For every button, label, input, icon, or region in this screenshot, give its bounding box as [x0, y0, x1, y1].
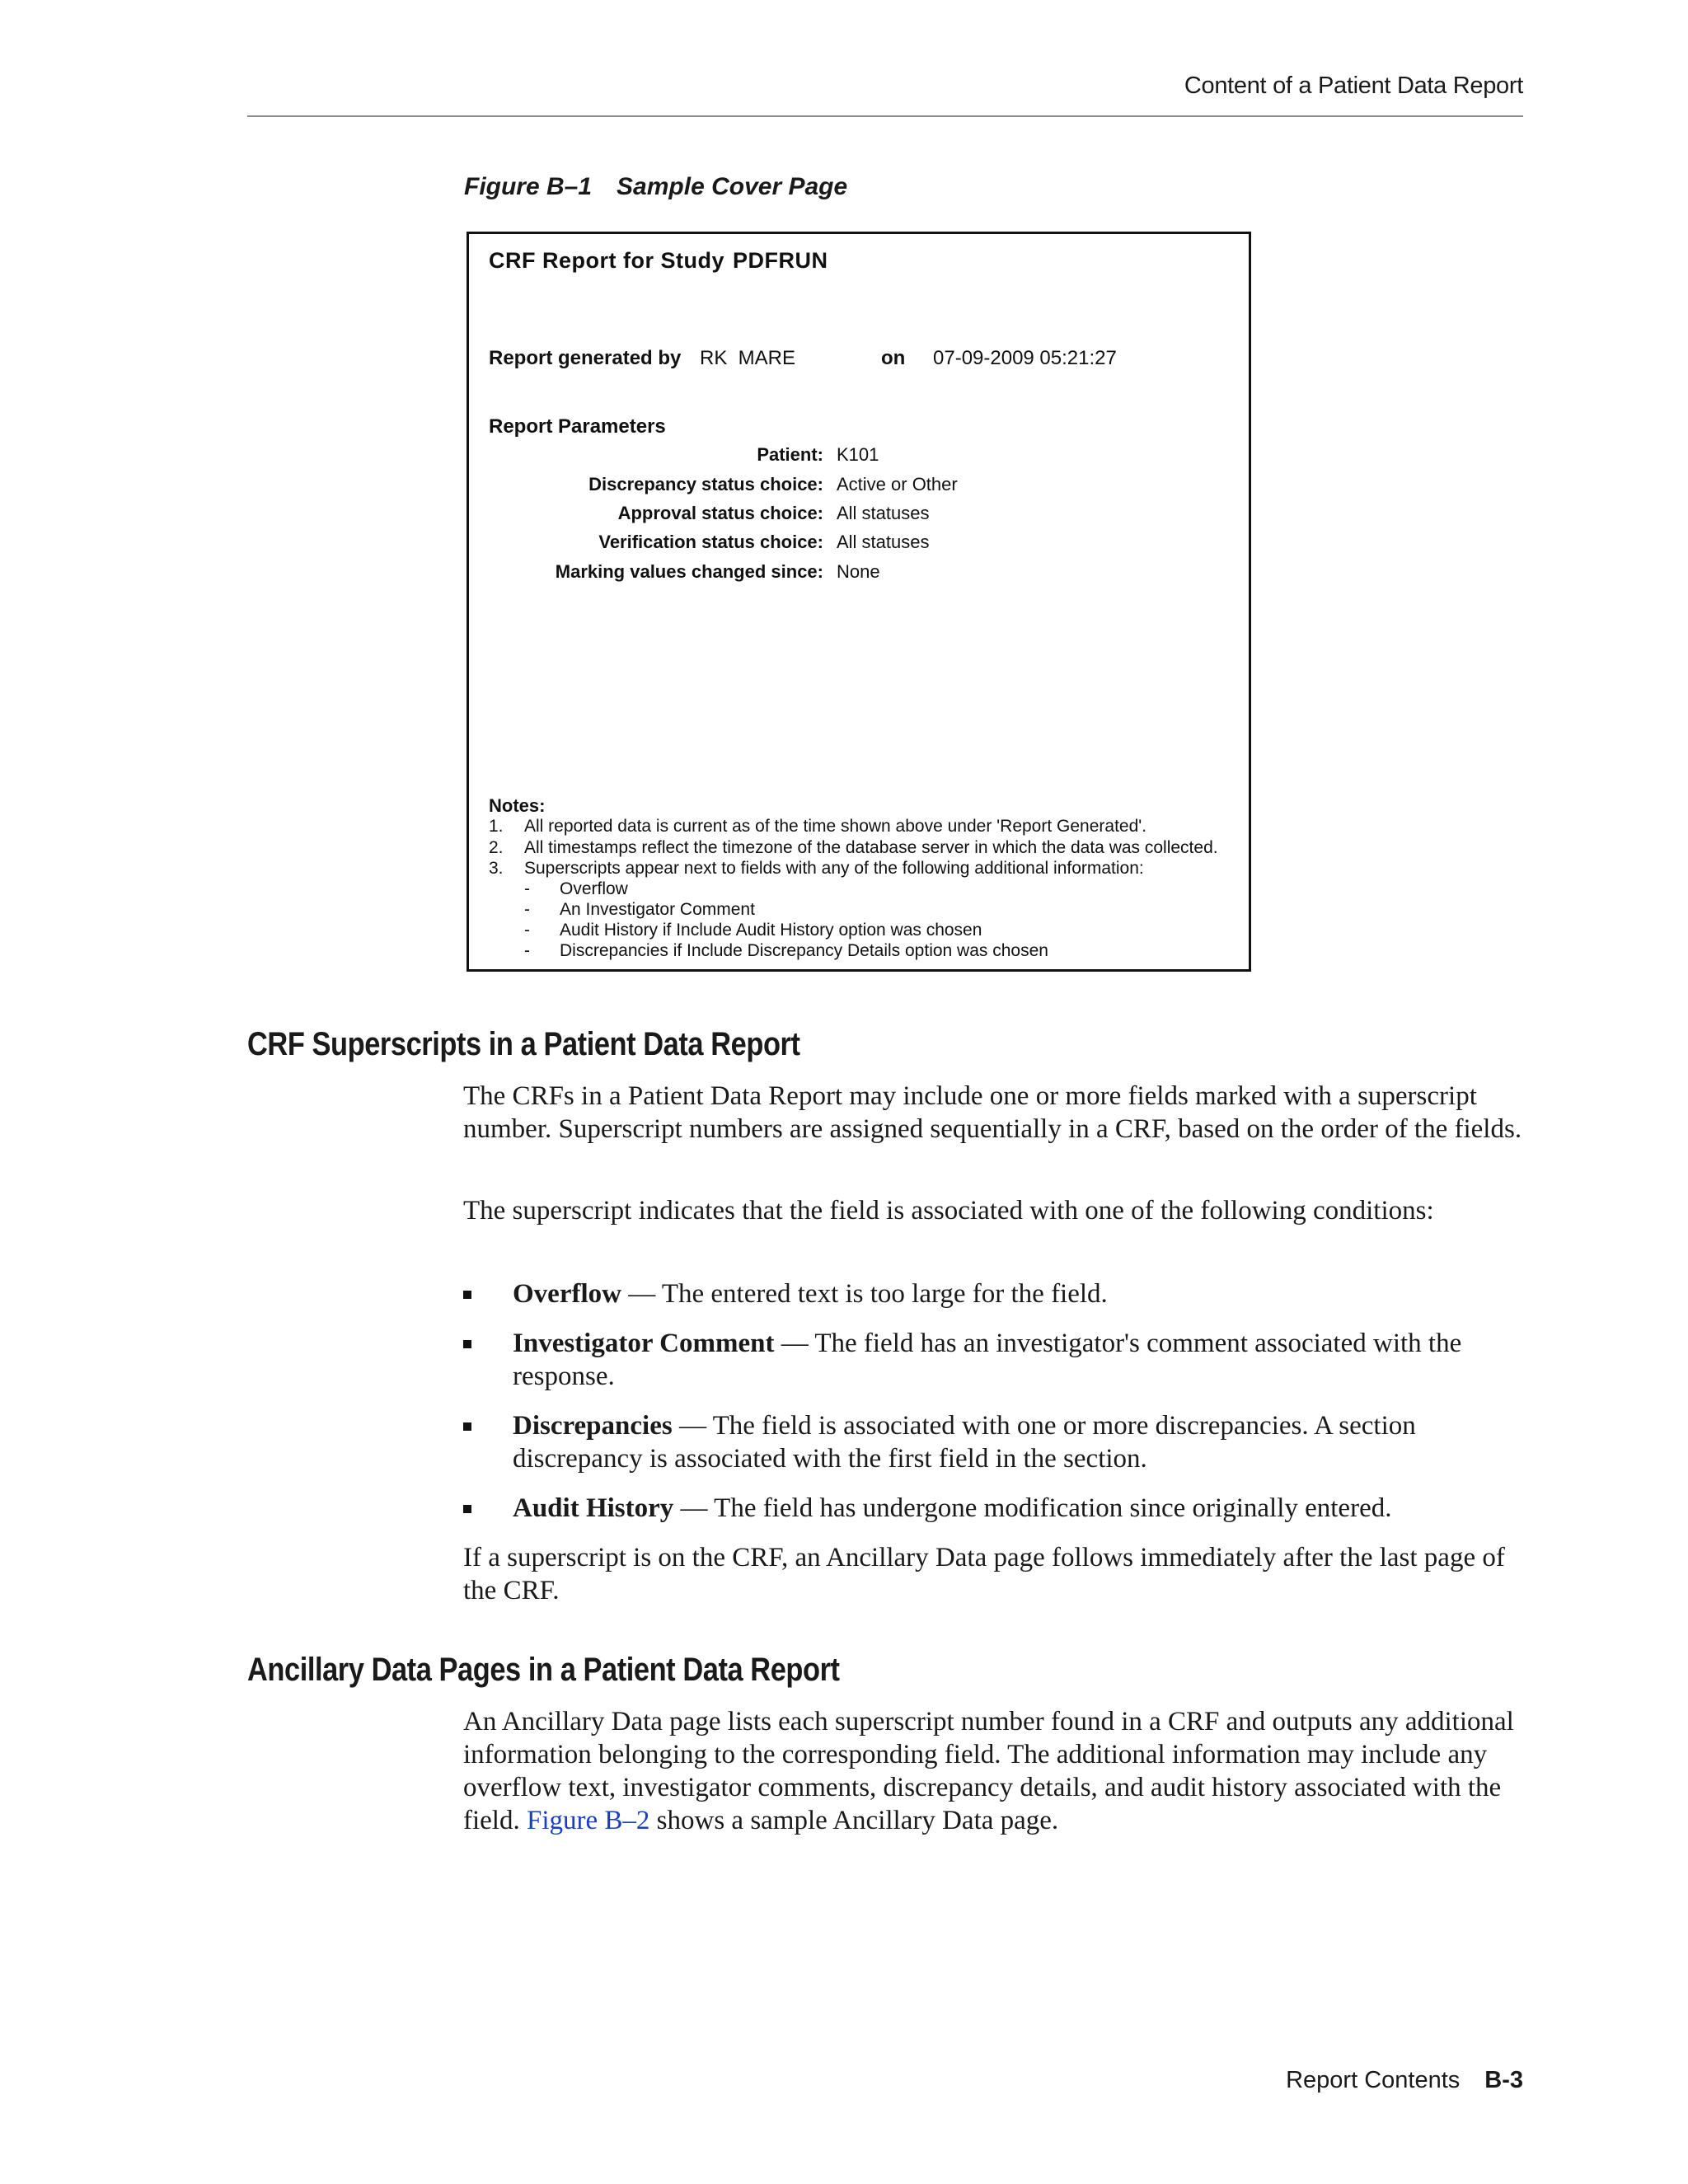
- sub-note-dash: -: [524, 879, 530, 898]
- list-item-text: — The field is associated with one or more discrepancies. A section discrepancy is associated with the first field in the section.: [513, 1411, 1416, 1474]
- note-number: 2.: [489, 838, 504, 857]
- body-paragraph: The superscript indicates that the field is associated with one of the following conditions:: [463, 1196, 1434, 1226]
- note-text: Superscripts appear next to fields with any of the following additional information:: [524, 859, 1144, 878]
- generated-on-label: on: [881, 347, 906, 369]
- paragraph-text: An Ancillary Data page lists each superscript number found in a CRF and outputs any additional information belonging to the corresponding field. The additional information may include any overflow text, investigator comments, discrepancy details, and audit history associated with the field.: [463, 1707, 1514, 1835]
- report-title: [489, 248, 828, 274]
- section-heading-ancillary-data: Ancillary Data Pages in a Patient Data Report: [247, 1652, 840, 1688]
- list-item-term: Overflow: [513, 1279, 621, 1309]
- figure-number: Figure B–1: [464, 173, 593, 200]
- sub-note-dash: -: [524, 921, 530, 940]
- list-item-term: Discrepancies: [513, 1411, 673, 1441]
- note-text: All reported data is current as of the time shown above under 'Report Generated'.: [524, 817, 1147, 836]
- list-item-term: Investigator Comment: [513, 1329, 775, 1358]
- page-footer: [1286, 2067, 1523, 2094]
- param-label: Approval status choice:: [617, 503, 823, 523]
- param-value: K101: [837, 444, 879, 465]
- study-name: PDFRUN: [733, 248, 828, 273]
- figure-b2-link[interactable]: Figure B–2: [526, 1806, 650, 1835]
- bullet-icon: [463, 1340, 471, 1348]
- bullet-icon: [463, 1291, 471, 1299]
- list-item-text: — The field has an investigator's comment associated with the response.: [513, 1329, 1462, 1391]
- page-number: B-3: [1484, 2067, 1523, 2093]
- notes-heading: Notes:: [489, 795, 546, 816]
- paragraph-text: shows a sample Ancillary Data page.: [649, 1806, 1059, 1835]
- sample-cover-page-figure: [467, 232, 1251, 972]
- report-title-label: CRF Report for Study: [489, 248, 724, 273]
- note-number: 3.: [489, 859, 504, 878]
- header-rule: [247, 115, 1523, 117]
- sub-note-text: An Investigator Comment: [560, 900, 755, 919]
- param-value: None: [837, 561, 880, 582]
- body-paragraph: If a superscript is on the CRF, an Ancillary Data page follows immediately after the last page of the CRF.: [463, 1543, 1505, 1605]
- footer-section-label: Report Contents: [1286, 2067, 1461, 2093]
- param-value: Active or Other: [837, 474, 958, 494]
- param-value: All statuses: [837, 532, 930, 552]
- body-paragraph: [463, 1705, 1526, 1837]
- report-parameters-heading: Report Parameters: [489, 415, 666, 438]
- param-label: Marking values changed since:: [555, 561, 823, 582]
- generated-by-user: RK MARE: [700, 347, 796, 369]
- param-label: Verification status choice:: [598, 532, 823, 552]
- figure-title: Sample Cover Page: [617, 173, 848, 200]
- sub-note-text: Audit History if Include Audit History option was chosen: [560, 921, 982, 940]
- body-paragraph: The CRFs in a Patient Data Report may include one or more fields marked with a superscript number. Superscript numbers are assigned sequentially in a CRF, based on the order of the fields.: [463, 1081, 1522, 1144]
- sub-note-dash: -: [524, 900, 530, 919]
- bullet-icon: [463, 1422, 471, 1431]
- param-label: Patient:: [757, 444, 823, 465]
- list-item-text: — The field has undergone modification since originally entered.: [673, 1493, 1392, 1523]
- section-heading-crf-superscripts: CRF Superscripts in a Patient Data Report: [247, 1026, 800, 1062]
- param-label: Discrepancy status choice:: [588, 474, 823, 494]
- note-text: All timestamps reflect the timezone of the database server in which the data was collected.: [524, 838, 1218, 857]
- list-item-text: — The entered text is too large for the field.: [621, 1279, 1108, 1309]
- param-value: All statuses: [837, 503, 930, 523]
- generated-on-date: 07-09-2009 05:21:27: [933, 347, 1117, 369]
- list-item-term: Audit History: [513, 1493, 674, 1523]
- note-number: 1.: [489, 817, 504, 836]
- running-header: Content of a Patient Data Report: [1184, 73, 1523, 99]
- figure-caption: [464, 173, 847, 201]
- sub-note-dash: -: [524, 941, 530, 960]
- bullet-icon: [463, 1505, 471, 1513]
- sub-note-text: Overflow: [560, 879, 628, 898]
- sub-note-text: Discrepancies if Include Discrepancy Details option was chosen: [560, 941, 1048, 960]
- generated-by-label: Report generated by: [489, 347, 682, 369]
